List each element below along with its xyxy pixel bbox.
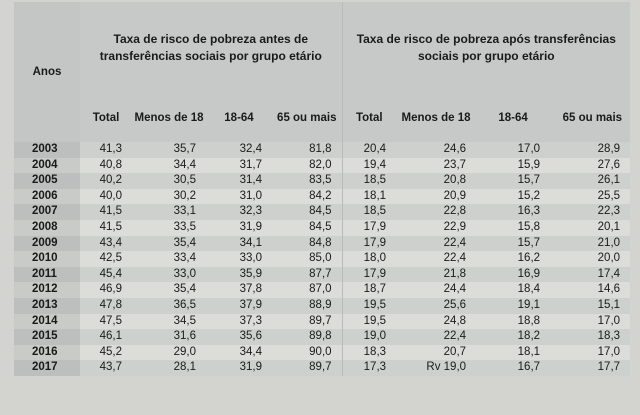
table-cell: 83,5 [272, 173, 342, 189]
table-cell: 30,2 [132, 189, 206, 205]
table-cell: 30,5 [132, 173, 206, 189]
table-cell: 24,4 [396, 282, 476, 298]
table-cell: 87,7 [272, 267, 342, 283]
table-cell: 18,5 [342, 204, 396, 220]
table-cell: 90,0 [272, 345, 342, 361]
table-row [14, 360, 630, 376]
year-cell: 2005 [14, 173, 80, 189]
col-under18-after: Menos de 18 [396, 94, 476, 142]
table-cell: 42,5 [80, 251, 132, 267]
col-total-after: Total [342, 94, 396, 142]
table-cell: 32,4 [206, 142, 272, 158]
table-cell: 31,0 [206, 189, 272, 205]
table-row [14, 189, 630, 205]
year-cell: 2017 [14, 360, 80, 376]
year-cell: 2010 [14, 251, 80, 267]
year-cell: 2006 [14, 189, 80, 205]
table-cell: 18,7 [342, 282, 396, 298]
table-row [14, 173, 630, 189]
table-row [14, 236, 630, 252]
table-cell: 16,9 [476, 267, 550, 283]
table-cell: 23,7 [396, 158, 476, 174]
table-cell: 26,1 [550, 173, 630, 189]
year-cell: 2004 [14, 158, 80, 174]
table-cell: 19,4 [342, 158, 396, 174]
table-row [14, 314, 630, 330]
table-cell: 45,2 [80, 345, 132, 361]
table-cell: 81,8 [272, 142, 342, 158]
table-cell: 46,9 [80, 282, 132, 298]
table-cell: 22,4 [396, 236, 476, 252]
table-cell: 31,9 [206, 360, 272, 376]
table-cell: 84,5 [272, 220, 342, 236]
table-cell: 41,5 [80, 220, 132, 236]
years-header: Anos [14, 2, 80, 142]
table-cell: 33,0 [206, 251, 272, 267]
poverty-rate-table [14, 2, 630, 376]
table-cell: 22,3 [550, 204, 630, 220]
year-cell: 2009 [14, 236, 80, 252]
table-cell: 31,7 [206, 158, 272, 174]
table-cell: 31,4 [206, 173, 272, 189]
table-row [14, 282, 630, 298]
table-cell: 34,4 [132, 158, 206, 174]
header-after-transfers: Taxa de risco de pobreza após transferências sociais por grupo etário [342, 2, 630, 94]
table-cell: 18,5 [342, 173, 396, 189]
table-cell: 17,3 [342, 360, 396, 376]
table-cell: 33,0 [132, 267, 206, 283]
table-cell: 28,9 [550, 142, 630, 158]
table-cell: 34,1 [206, 236, 272, 252]
table-cell: 29,0 [132, 345, 206, 361]
table-cell: 35,4 [132, 282, 206, 298]
table-cell: 22,4 [396, 329, 476, 345]
table-cell: 40,2 [80, 173, 132, 189]
col-18-64-after: 18-64 [476, 94, 550, 142]
year-cell: 2015 [14, 329, 80, 345]
table-row [14, 267, 630, 283]
col-65plus-after: 65 ou mais [550, 94, 630, 142]
year-cell: 2013 [14, 298, 80, 314]
table-row [14, 251, 630, 267]
table-cell: 18,1 [476, 345, 550, 361]
table-cell: 35,7 [132, 142, 206, 158]
table-cell: 33,4 [132, 251, 206, 267]
table-cell: 16,7 [476, 360, 550, 376]
table-cell: 27,6 [550, 158, 630, 174]
table-cell: 37,8 [206, 282, 272, 298]
table-cell: 36,5 [132, 298, 206, 314]
table-cell: 15,7 [476, 236, 550, 252]
table-cell: 47,8 [80, 298, 132, 314]
table-cell: 18,1 [342, 189, 396, 205]
table-cell: Rv 19,0 [396, 360, 476, 376]
table-cell: 89,8 [272, 329, 342, 345]
year-cell: 2016 [14, 345, 80, 361]
table-cell: 17,9 [342, 236, 396, 252]
table-cell: 31,9 [206, 220, 272, 236]
table-cell: 18,4 [476, 282, 550, 298]
year-cell: 2007 [14, 204, 80, 220]
table-cell: 24,8 [396, 314, 476, 330]
table-cell: 14,6 [550, 282, 630, 298]
year-cell: 2008 [14, 220, 80, 236]
table-cell: 16,2 [476, 251, 550, 267]
table-row [14, 158, 630, 174]
table-cell: 35,6 [206, 329, 272, 345]
table-cell: 17,9 [342, 267, 396, 283]
table-cell: 20,1 [550, 220, 630, 236]
table-row [14, 204, 630, 220]
table-cell: 45,4 [80, 267, 132, 283]
table-cell: 19,0 [342, 329, 396, 345]
col-18-64-before: 18-64 [206, 94, 272, 142]
table-cell: 18,2 [476, 329, 550, 345]
table-cell: 18,3 [550, 329, 630, 345]
table-cell: 16,3 [476, 204, 550, 220]
table-row [14, 298, 630, 314]
table-cell: 87,0 [272, 282, 342, 298]
table-cell: 15,8 [476, 220, 550, 236]
table-cell: 33,1 [132, 204, 206, 220]
table-cell: 28,1 [132, 360, 206, 376]
table-cell: 34,4 [206, 345, 272, 361]
table-cell: 21,8 [396, 267, 476, 283]
table-cell: 20,4 [342, 142, 396, 158]
table-cell: 41,5 [80, 204, 132, 220]
table-cell: 25,6 [396, 298, 476, 314]
table-cell: 15,9 [476, 158, 550, 174]
table-cell: 17,9 [342, 220, 396, 236]
table-cell: 20,0 [550, 251, 630, 267]
table-cell: 20,9 [396, 189, 476, 205]
table-cell: 17,0 [550, 314, 630, 330]
table-cell: 17,7 [550, 360, 630, 376]
year-cell: 2012 [14, 282, 80, 298]
table-cell: 18,0 [342, 251, 396, 267]
year-cell: 2011 [14, 267, 80, 283]
table-cell: 84,8 [272, 236, 342, 252]
table-cell: 22,8 [396, 204, 476, 220]
year-cell: 2003 [14, 142, 80, 158]
table-cell: 33,5 [132, 220, 206, 236]
table-cell: 82,0 [272, 158, 342, 174]
table-cell: 17,0 [476, 142, 550, 158]
table-cell: 20,7 [396, 345, 476, 361]
table-cell: 37,9 [206, 298, 272, 314]
table-cell: 24,6 [396, 142, 476, 158]
year-cell: 2014 [14, 314, 80, 330]
table-cell: 41,3 [80, 142, 132, 158]
table-cell: 84,2 [272, 189, 342, 205]
table-cell: 40,8 [80, 158, 132, 174]
table-cell: 17,0 [550, 345, 630, 361]
table-cell: 43,7 [80, 360, 132, 376]
table-cell: 20,8 [396, 173, 476, 189]
table-cell: 89,7 [272, 314, 342, 330]
table-cell: 19,1 [476, 298, 550, 314]
col-65plus-before: 65 ou mais [272, 94, 342, 142]
table-cell: 88,9 [272, 298, 342, 314]
table-cell: 34,5 [132, 314, 206, 330]
table-cell: 40,0 [80, 189, 132, 205]
table-cell: 22,9 [396, 220, 476, 236]
table-cell: 25,5 [550, 189, 630, 205]
table-cell: 32,3 [206, 204, 272, 220]
col-under18-before: Menos de 18 [132, 94, 206, 142]
table-cell: 19,5 [342, 314, 396, 330]
table-cell: 22,4 [396, 251, 476, 267]
table-cell: 43,4 [80, 236, 132, 252]
table-cell: 46,1 [80, 329, 132, 345]
table-cell: 21,0 [550, 236, 630, 252]
table-cell: 15,7 [476, 173, 550, 189]
table-row [14, 345, 630, 361]
table-cell: 37,3 [206, 314, 272, 330]
table-cell: 18,8 [476, 314, 550, 330]
table-cell: 85,0 [272, 251, 342, 267]
table-row [14, 220, 630, 236]
table-cell: 35,9 [206, 267, 272, 283]
table-cell: 35,4 [132, 236, 206, 252]
table-row [14, 329, 630, 345]
table-row [14, 142, 630, 158]
table-cell: 15,2 [476, 189, 550, 205]
table-cell: 31,6 [132, 329, 206, 345]
table-cell: 47,5 [80, 314, 132, 330]
table-cell: 89,7 [272, 360, 342, 376]
header-before-transfers: Taxa de risco de pobreza antes de transferências sociais por grupo etário [80, 2, 342, 94]
table-cell: 84,5 [272, 204, 342, 220]
table-cell: 17,4 [550, 267, 630, 283]
table-cell: 19,5 [342, 298, 396, 314]
table-cell: 15,1 [550, 298, 630, 314]
table-cell: 18,3 [342, 345, 396, 361]
col-total-before: Total [80, 94, 132, 142]
